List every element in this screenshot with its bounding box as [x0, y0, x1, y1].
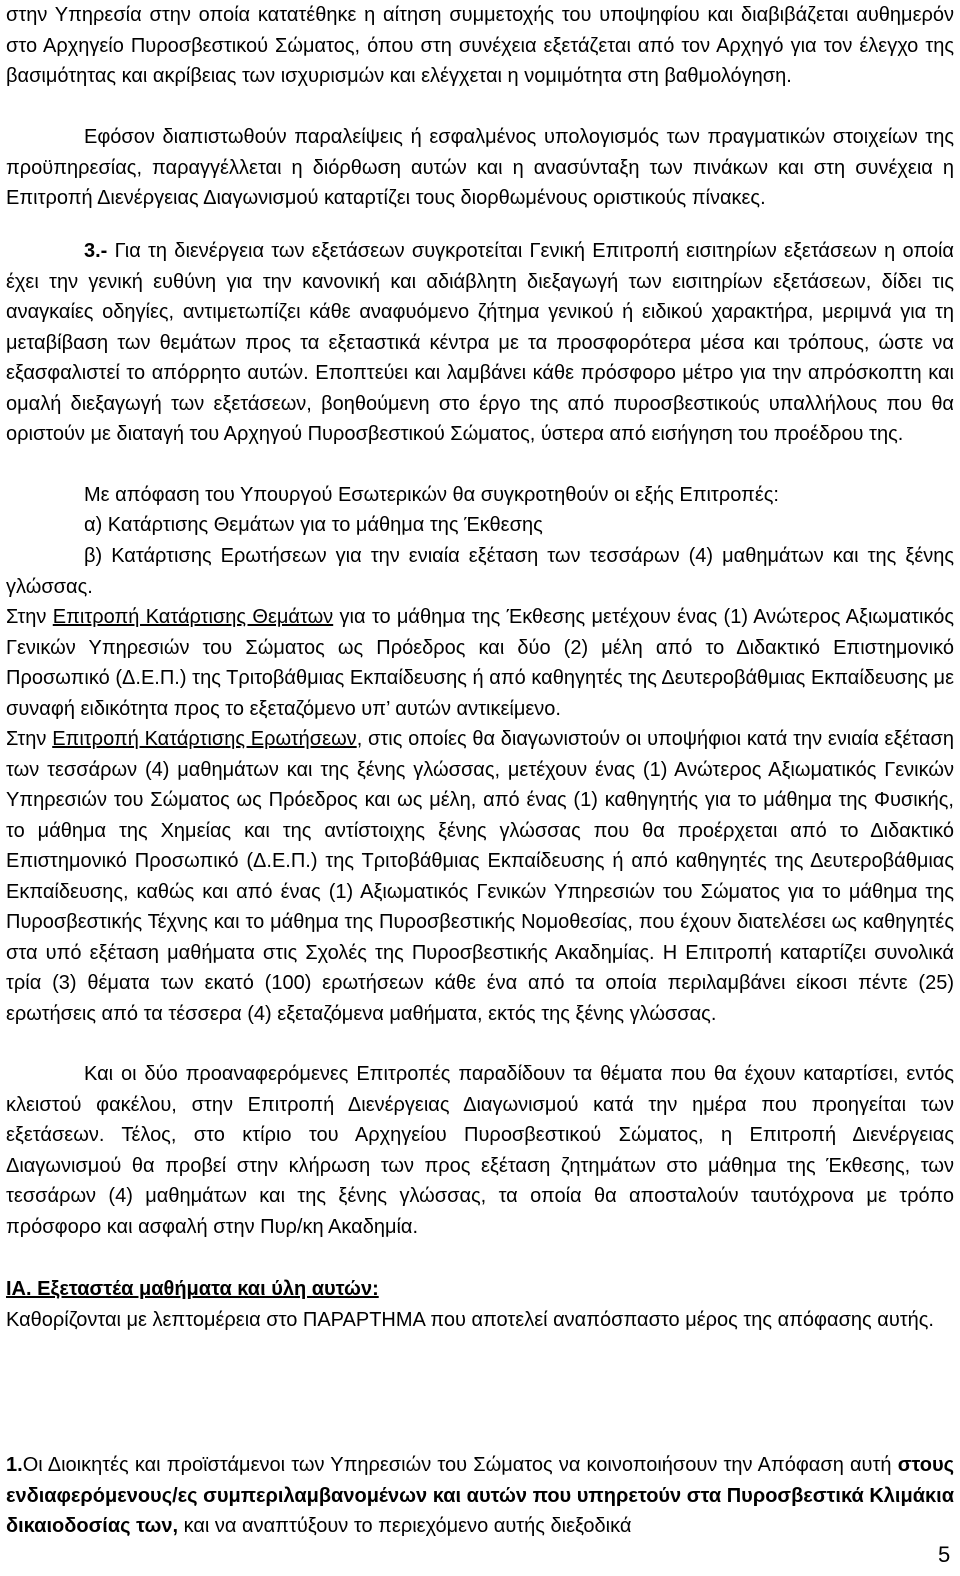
item-text: Για τη διενέργεια των εξετάσεων συγκροτείται Γενική Επιτροπή εισιτηρίων εξετάσεων η οποία έχει την γενική ευθύνη για την κανονική και αδιάβλητη διεξαγωγή των εισιτηρίων εξετάσεων, δίδει τις αναγκαίες οδηγίες, αντιμετωπίζει κάθε αναφυόμενο ζήτημα γενικού ή ειδικού χαρακτήρα, μεριμνά για τη μεταβίβαση των θεμάτων προς τα εξεταστικά κέντρα με τα προσφορότερα μέσα και τρόπους, ώστε να εξασφαλιστεί το απόρρητο αυτών. Εποπτεύει και λαμβάνει κάθε πρόσφορο μέτρο για την απρόσκοπτη και ομαλή διεξαγωγή των εξετάσεων, βοηθούμενη στο έργο της από πυροσβεστικούς υπαλλήλους που θα οριστούν με διαταγή του Αρχηγού Πυροσβεστικού Σώματος, ύστερα από εισήγηση του προέδρου της.: [6, 240, 954, 445]
paragraph-delivery: Και οι δύο προαναφερόμενες Επιτροπές παραδίδουν τα θέματα που θα έχουν καταρτίσει, εντός κλειστού φακέλου, στην Επιτροπή Διενέργειας Διαγωνισμού κατά την ημέρα που προηγείται των εξετάσεων. Τέλος, στο κτίριο του Αρχηγείου Πυροσβεστικού Σώματος, η Επιτροπή Διενέργειας Διαγωνισμού θα προβεί στην κλήρωση των προς εξέταση ζητημάτων στο μάθημα της Έκθεσης, των τεσσάρων (4) μαθημάτων και της ξένης γλώσσας, τα οποία θα αποσταλούν ταυτόχρονα με τρόπο πρόσφορο και ασφαλή στην Πυρ/κη Ακαδημία.: [6, 1063, 954, 1238]
list-item-a: α) Κατάρτισης Θεμάτων για το μάθημα της Έκθεσης: [84, 514, 543, 536]
paragraph-questions-committee: [6, 724, 954, 1029]
text-span: και να αναπτύξουν το περιεχόμενο αυτής διεξοδικά: [178, 1515, 632, 1537]
underlined-committee-name: Επιτροπή Κατάρτισης Ερωτήσεων: [52, 728, 357, 750]
paragraph-corrections: Εφόσον διαπιστωθούν παραλείψεις ή εσφαλμένος υπολογισμός των πραγματικών στοιχείων της προϋπηρεσίας, παραγγέλλεται η διόρθωση αυτών και η ανασύνταξη των πινάκων και στη συνέχεια η Επιτροπή Διενέργειας Διαγωνισμού καταρτίζει τους διορθωμένους οριστικούς πίνακες.: [6, 126, 954, 209]
paragraph-committees-intro: Με απόφαση του Υπουργού Εσωτερικών θα συγκροτηθούν οι εξής Επιτροπές:: [84, 484, 779, 506]
list-item-b: β) Κατάρτισης Ερωτήσεων για την ενιαία εξέταση των τεσσάρων (4) μαθημάτων και της ξένης γλώσσας.: [6, 545, 954, 598]
section-heading: ΙΑ. Εξεταστέα μαθήματα και ύλη αυτών:: [6, 1278, 379, 1300]
page-number: 5: [938, 1542, 951, 1567]
paragraph-topics-committee: [6, 602, 954, 724]
paragraph-annex: Καθορίζονται με λεπτομέρεια στο ΠΑΡΑΡΤΗΜΑ που αποτελεί αναπόσπαστο μέρος της απόφασης αυτής.: [6, 1309, 934, 1331]
text-span: Στην: [6, 606, 53, 628]
underlined-committee-name: Επιτροπή Κατάρτισης Θεμάτων: [52, 606, 334, 628]
text-span: Οι Διοικητές και προϊστάμενοι των Υπηρεσιών του Σώματος να κοινοποιήσουν την Απόφαση αυτή: [22, 1454, 898, 1476]
paragraph-notification: [6, 1450, 954, 1542]
text-span: για το μάθημα της Έκθεσης μετέχουν ένας (1) Ανώτερος Αξιωματικός Γενικών Υπηρεσιών του Σώματος ως Πρόεδρος και δύο (2) μέλη από το Διδακτικό Επιστημονικό Προσωπικό (Δ.Ε.Π.) της Τριτοβάθμιας Εκπαίδευσης ή από καθηγητές της Δευτεροβάθμιας Εκπαίδευσης με συναφή ειδικότητα προς το εξεταζόμενο υπ’ αυτών αντικείμενο.: [6, 606, 954, 720]
text-span: , στις οποίες θα διαγωνιστούν οι υποψήφιοι κατά την ενιαία εξέταση των τεσσάρων (4) μαθημάτων και της ξένης γλώσσας, μετέχουν ένας (1) Ανώτερος Αξιωματικός Γενικών Υπηρεσιών του Σώματος ως Πρόεδρος και ως μέλη, από ένας (1) καθηγητής για το μάθημα της Φυσικής, το μάθημα της Χημείας και της αντίστοιχης ξένης γλώσσας που θα προέρχεται από το Διδακτικό Επιστημονικό Προσωπικό (Δ.Ε.Π.) της Τριτοβάθμιας Εκπαίδευσης ή από καθηγητές της Δευτεροβάθμιας Εκπαίδευσης, καθώς και από ένας (1) Αξιωματικός Γενικών Υπηρεσιών του Σώματος για το μάθημα της Πυροσβεστικής Τέχνης και το μάθημα της Πυροσβεστικής Νομοθεσίας, που έχουν διατελέσει ως καθηγητές στα υπό εξέταση μαθήματα στις Σχολές της Πυροσβεστικής Ακαδημίας. Η Επιτροπή καταρτίζει συνολικά τρία (3) θέματα των εκατό (100) ερωτήσεων κάθε ένα από τα οποία περιλαμβάνει είκοσι πέντε (25) ερωτήσεις από τα τέσσερα (4) εξεταζόμενα μαθήματα, εκτός της ξένης γλώσσας.: [6, 728, 954, 1025]
paragraph-submission: στην Υπηρεσία στην οποία κατατέθηκε η αίτηση συμμετοχής του υποψηφίου και διαβιβάζεται αυθημερόν στο Αρχηγείο Πυροσβεστικού Σώματος, όπου στη συνέχεια εξετάζεται από τον Αρχηγό για τον έλεγχο της βασιμότητας και ακρίβειας των ισχυρισμών και ελέγχεται η νομιμότητα στη βαθμολόγηση.: [6, 4, 954, 87]
item-number: 3.-: [84, 240, 108, 262]
text-span: Στην: [6, 728, 53, 750]
paragraph-general-committee: [6, 236, 954, 450]
item-number: 1.: [6, 1454, 23, 1476]
bold-text: στους ενδιαφερόμενους/ες συμπεριλαμβανομένων και αυτών που υπηρετούν στα Πυροσβεστικά Κλιμάκια δικαιοδοσίας των,: [6, 1454, 954, 1537]
